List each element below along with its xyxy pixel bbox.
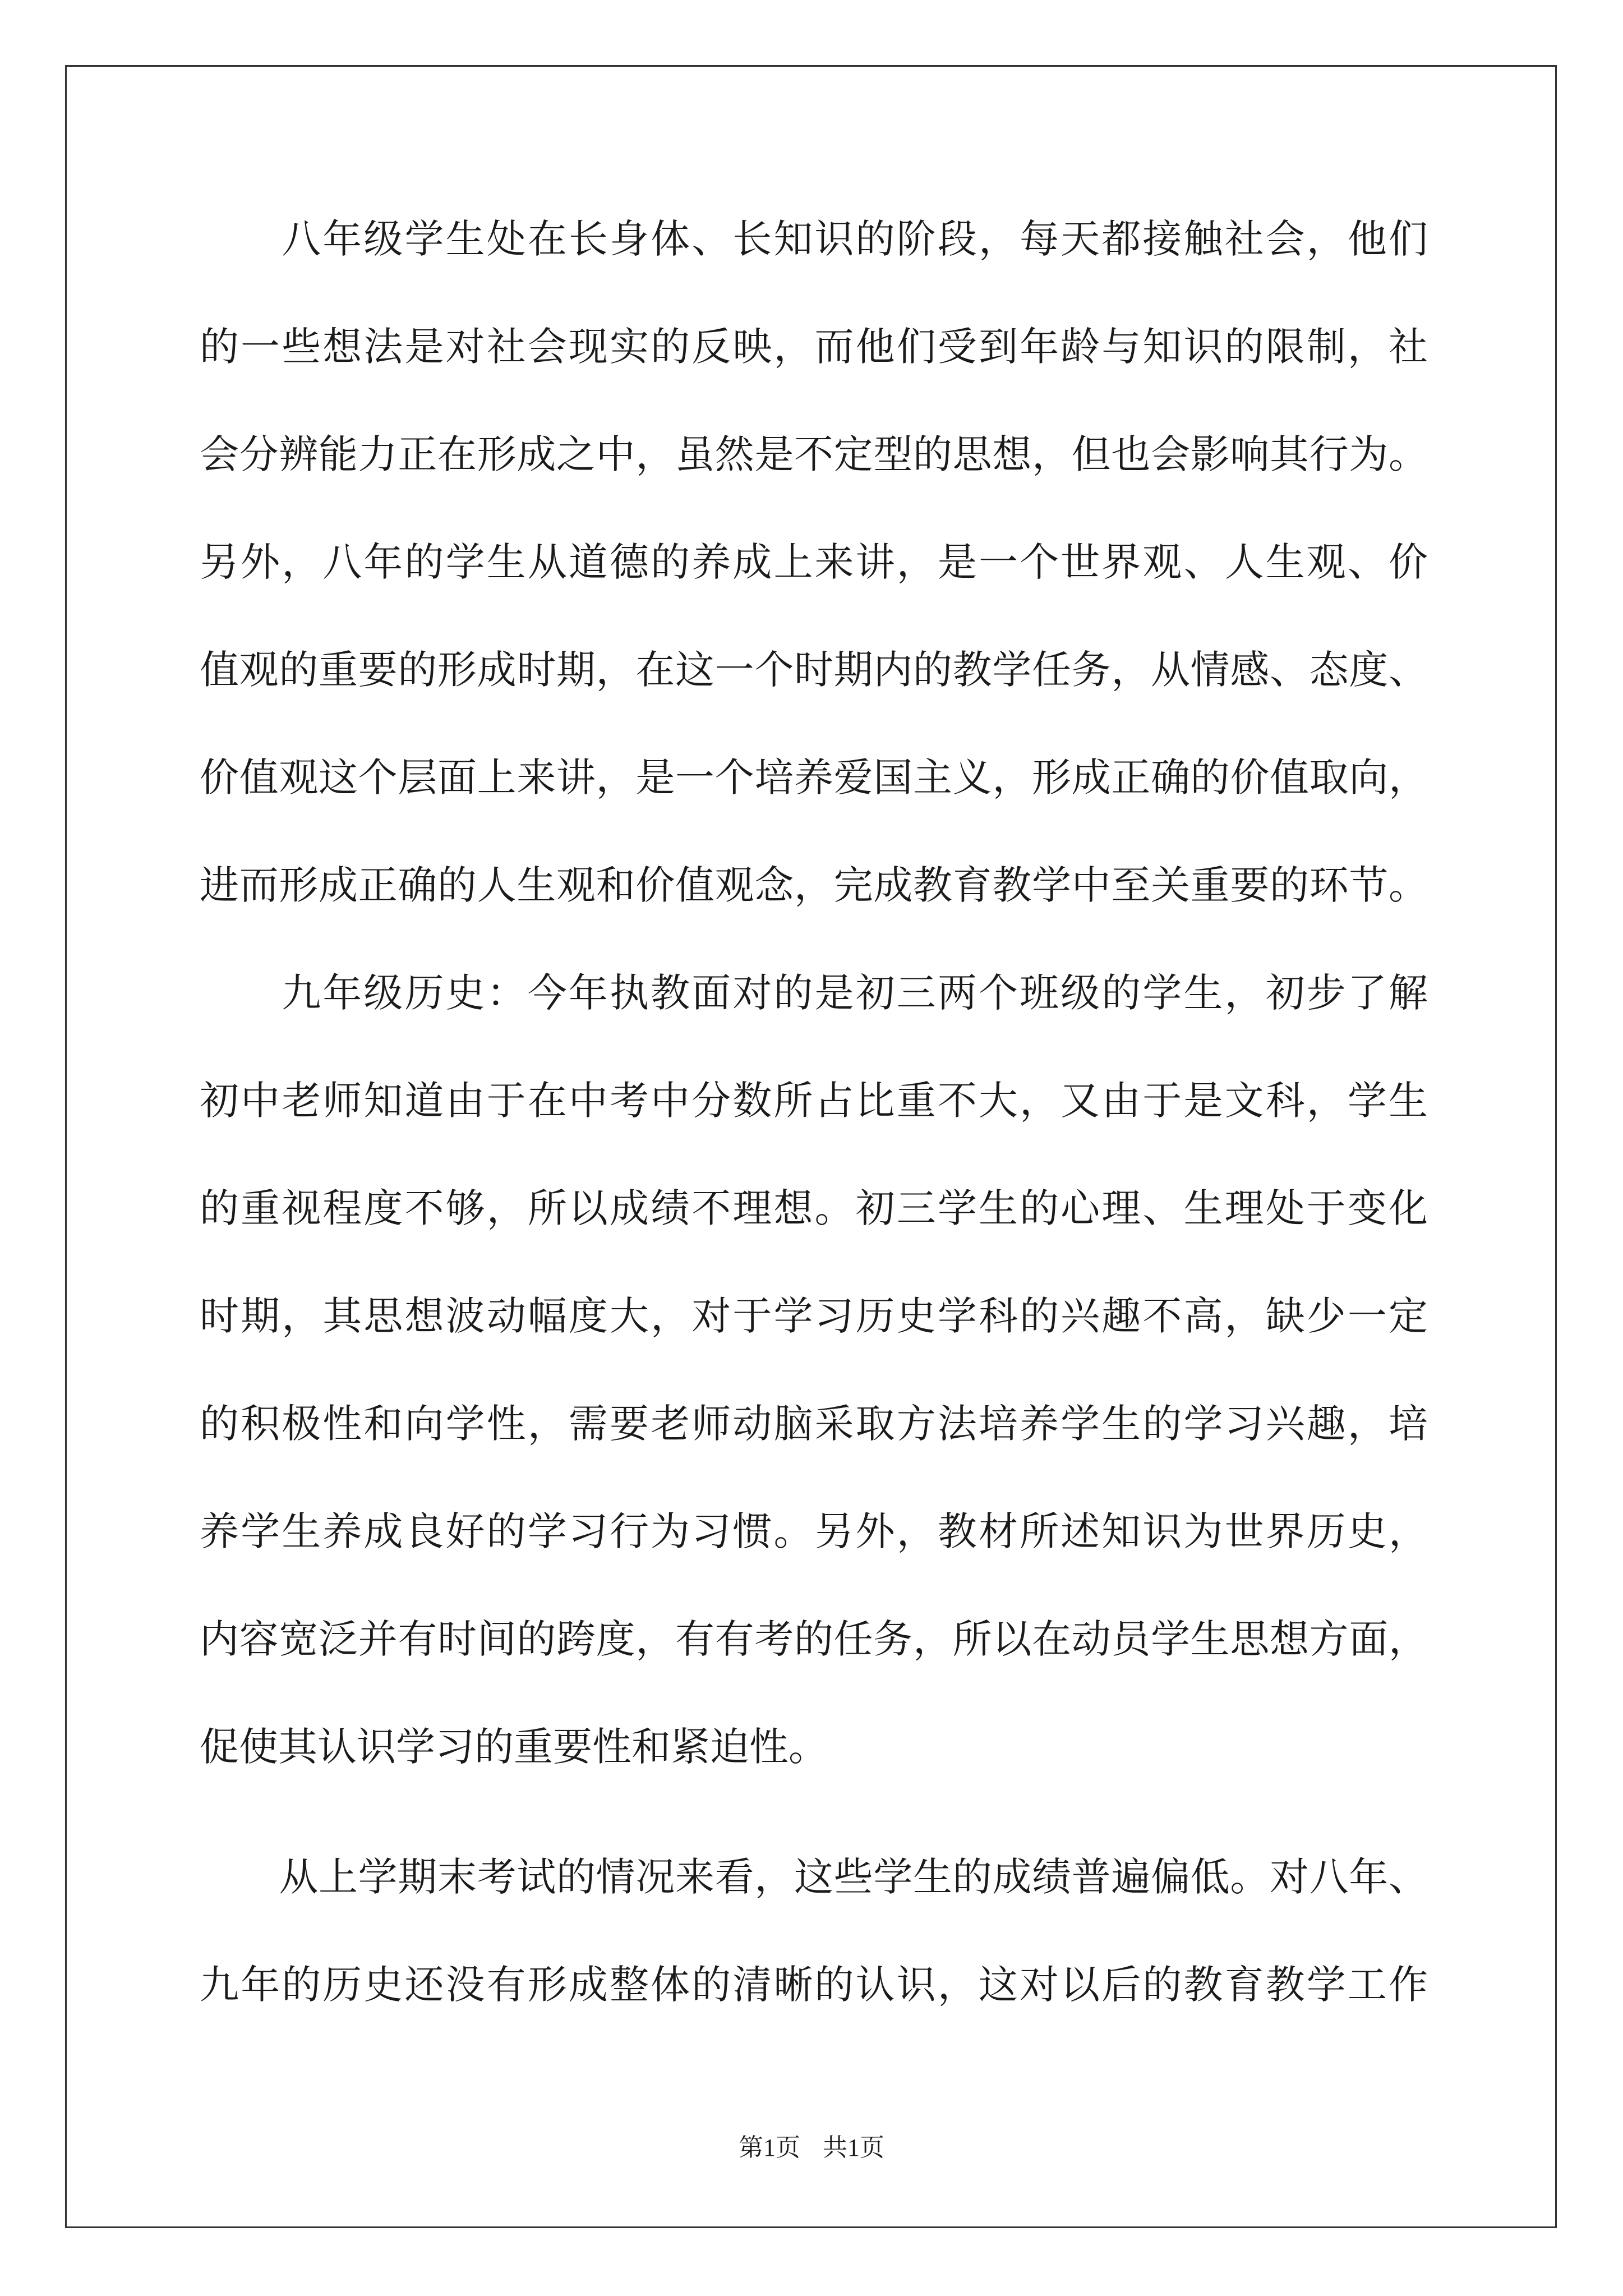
text-line: 的积极性和向学性，需要老师动脑采取方法培养学生的学习兴趣，培 — [200, 1401, 1428, 1447]
text-line: 价值观这个层面上来讲，是一个培养爱国主义，形成正确的价值取向， — [200, 754, 1428, 800]
page-total: 共1页 — [823, 2134, 884, 2161]
text-line: 内容宽泛并有时间的跨度，有有考的任务，所以在动员学生思想方面， — [200, 1616, 1428, 1662]
paragraph-3 — [200, 1823, 1428, 2039]
text-line: 会分辨能力正在形成之中，虽然是不定型的思想，但也会影响其行为。 — [200, 431, 1428, 477]
text-line: 八年级学生处在长身体、长知识的阶段，每天都接触社会，他们 — [200, 216, 1428, 262]
text-line: 另外，八年的学生从道德的养成上来讲，是一个世界观、人生观、价 — [200, 539, 1428, 585]
text-line: 养学生养成良好的学习行为习惯。另外，教材所述知识为世界历史， — [200, 1508, 1428, 1554]
text-line: 初中老师知道由于在中考中分数所占比重不大，又由于是文科，学生 — [200, 1078, 1428, 1124]
text-line: 的一些想法是对社会现实的反映，而他们受到年龄与知识的限制，社 — [200, 324, 1428, 370]
paragraph-2 — [200, 939, 1428, 1801]
text-line: 从上学期末考试的情况来看，这些学生的成绩普遍偏低。对八年、 — [200, 1854, 1428, 1900]
document-body — [200, 185, 1428, 2039]
text-line: 促使其认识学习的重要性和紧迫性。 — [200, 1724, 828, 1770]
text-line: 的重视程度不够，所以成绩不理想。初三学生的心理、生理处于变化 — [200, 1185, 1428, 1231]
paragraph-gap — [200, 1801, 1428, 1823]
page-number: 第1页 — [739, 2134, 800, 2161]
text-line: 九年级历史：今年执教面对的是初三两个班级的学生，初步了解 — [200, 970, 1428, 1016]
page-footer — [0, 2127, 1623, 2163]
text-line: 九年的历史还没有形成整体的清晰的认识，这对以后的教育教学工作 — [200, 1962, 1428, 2008]
text-line: 时期，其思想波动幅度大，对于学习历史学科的兴趣不高，缺少一定 — [200, 1293, 1428, 1339]
paragraph-1 — [200, 185, 1428, 939]
text-line: 进而形成正确的人生观和价值观念，完成教育教学中至关重要的环节。 — [200, 862, 1428, 908]
text-line: 值观的重要的形成时期，在这一个时期内的教学任务，从情感、态度、 — [200, 647, 1428, 693]
